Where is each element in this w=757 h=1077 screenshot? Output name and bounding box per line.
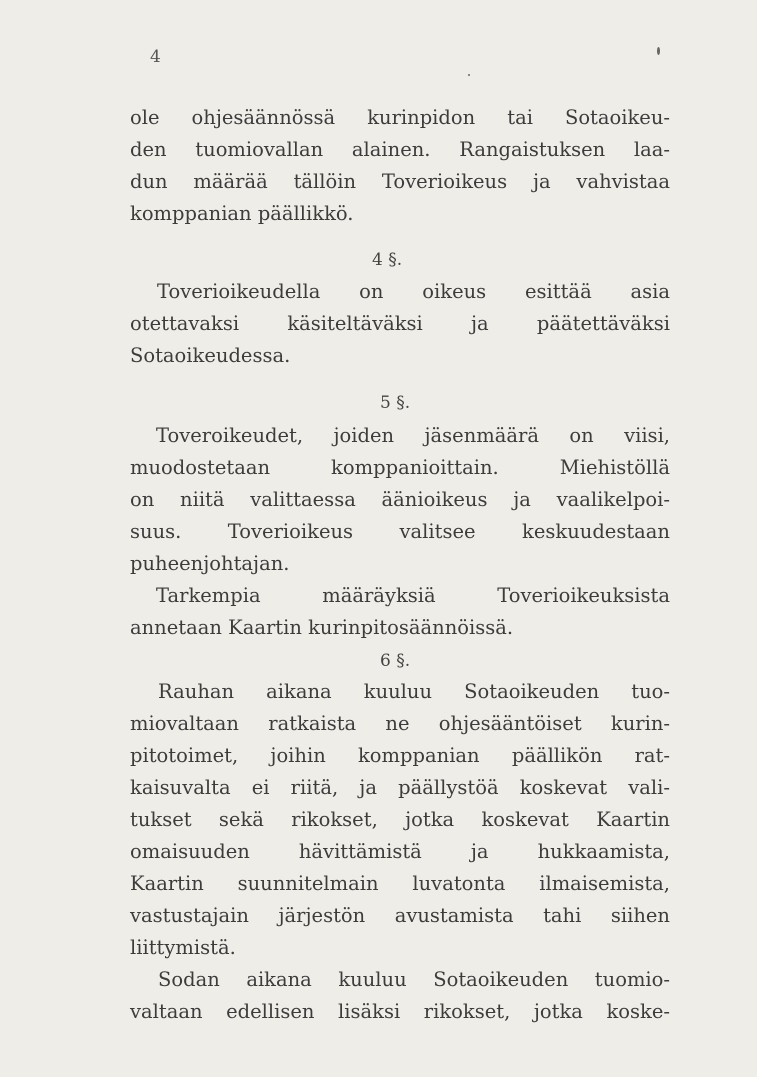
body-text-line: ole ohjesäännössä kurinpidon tai Sotaoikeu- xyxy=(130,106,670,129)
body-text-line: tukset sekä rikokset, jotka koskevat Kaartin xyxy=(130,808,670,831)
body-text-line: annetaan Kaartin kurinpitosäännöissä. xyxy=(130,616,514,639)
body-text-line: Sodan aikana kuuluu Sotaoikeuden tuomio- xyxy=(158,968,670,991)
body-text-line: kaisuvalta ei riitä, ja päällystöä koskevat vali- xyxy=(130,776,670,799)
body-text-line: komppanian päällikkö. xyxy=(130,202,354,225)
page-number: 4 xyxy=(150,47,161,67)
body-text-line: vastustajain järjestön avustamista tahi siihen xyxy=(130,904,670,927)
body-text-line: Tarkempia määräyksiä Toverioikeuksista xyxy=(156,584,670,607)
body-text-line: puheenjohtajan. xyxy=(130,552,290,575)
print-speck xyxy=(657,47,660,55)
section-heading: 5 §. xyxy=(380,393,411,413)
body-text-line: omaisuuden hävittämistä ja hukkaamista, xyxy=(130,840,670,863)
body-text-line: on niitä valittaessa äänioikeus ja vaalikelpoi- xyxy=(130,488,670,511)
body-text-line: dun määrää tällöin Toverioikeus ja vahvistaa xyxy=(130,170,670,193)
body-text-line: Toveroikeudet, joiden jäsenmäärä on viisi, xyxy=(156,424,670,447)
body-text-line: pitotoimet, joihin komppanian päällikön rat- xyxy=(130,744,670,767)
body-text-line: den tuomiovallan alainen. Rangaistuksen laa- xyxy=(130,138,670,161)
body-text-line: liittymistä. xyxy=(130,936,236,959)
body-text-line: suus. Toverioikeus valitsee keskuudestaan xyxy=(130,520,670,543)
section-heading: 4 §. xyxy=(372,250,403,270)
section-heading: 6 §. xyxy=(380,651,411,671)
body-text-line: Rauhan aikana kuuluu Sotaoikeuden tuo- xyxy=(158,680,670,703)
body-text-line: valtaan edellisen lisäksi rikokset, jotka koske- xyxy=(130,1000,670,1023)
body-text-line: muodostetaan komppanioittain. Miehistöllä xyxy=(130,456,670,479)
body-text-line: Kaartin suunnitelmain luvatonta ilmaisemista, xyxy=(130,872,670,895)
body-text-line: otettavaksi käsiteltäväksi ja päätettäväksi xyxy=(130,312,670,335)
print-speck xyxy=(468,74,470,76)
body-text-line: miovaltaan ratkaista ne ohjesääntöiset kurin- xyxy=(130,712,670,735)
body-text-line: Toverioikeudella on oikeus esittää asia xyxy=(157,280,670,303)
body-text-line: Sotaoikeudessa. xyxy=(130,344,291,367)
